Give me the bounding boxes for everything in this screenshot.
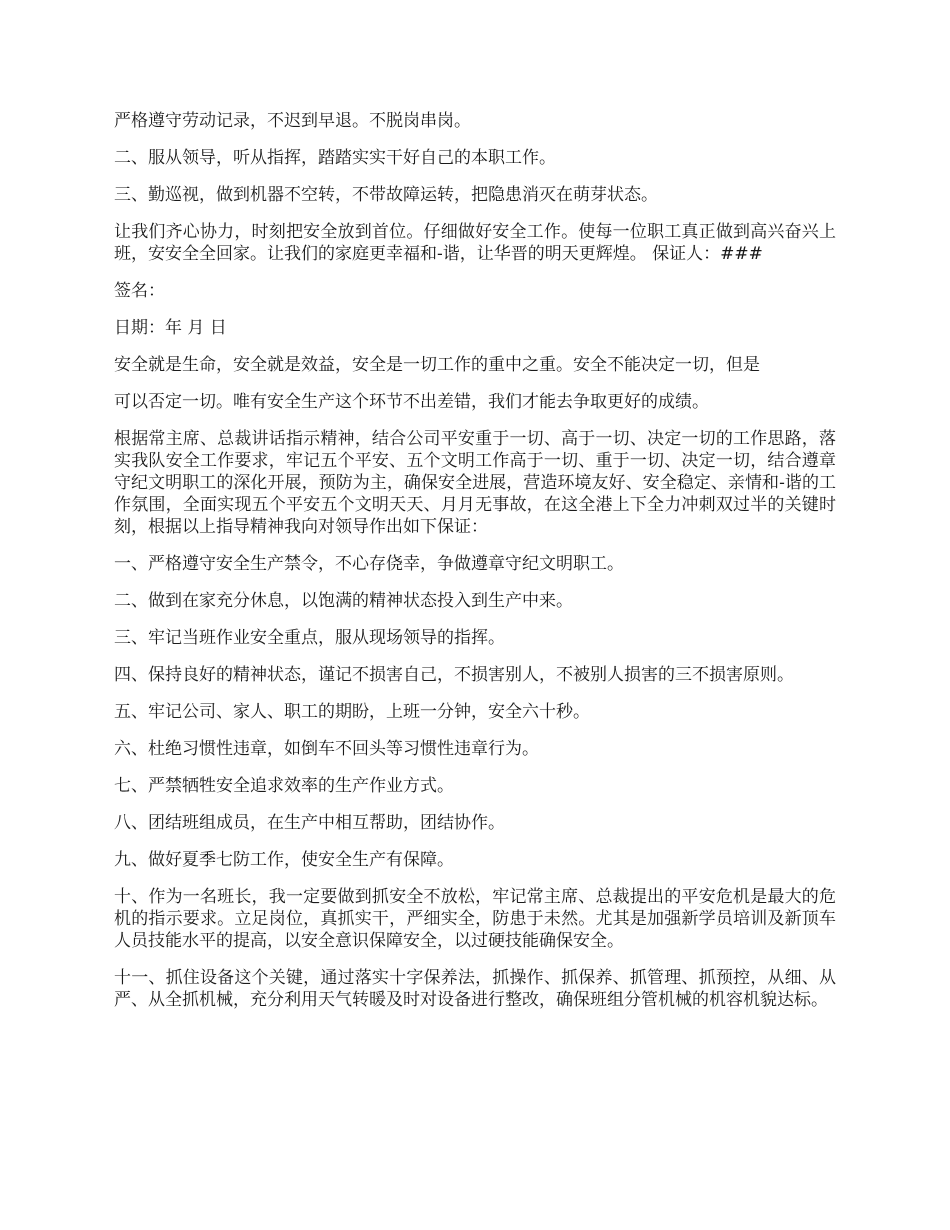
pledge-item-11: 十一、抓住设备这个关键，通过落实十字保养法，抓操作、抓保养、抓管理、抓预控，从细、从严、从全抓机械，充分利用天气转暖及时对设备进行整改，确保班组分管机械的机容机貌达标。 <box>114 968 836 1010</box>
pledge-item-4: 四、保持良好的精神状态，谨记不损害自己，不损害别人，不被别人损害的三不损害原则。 <box>114 665 794 685</box>
paragraph-7: 安全就是生命，安全就是效益，安全是一切工作的重中之重。安全不能决定一切，但是 <box>114 355 760 375</box>
pledge-item-1: 一、严格遵守安全生产禁令，不心存侥幸，争做遵章守纪文明职工。 <box>114 554 624 574</box>
pledge-item-2: 二、做到在家充分休息，以饱满的精神状态投入到生产中来。 <box>114 591 573 611</box>
paragraph-4: 让我们齐心协力，时刻把安全放到首位。仔细做好安全工作。使每一位职工真正做到高兴奋兴上班，安安全全回家。让我们的家庭更幸福和-谐，让华晋的明天更辉煌。 保证人：### <box>114 222 836 264</box>
paragraph-3: 三、勤巡视，做到机器不空转，不带故障运转，把隐患消灭在萌芽状态。 <box>114 185 658 205</box>
paragraph-9: 根据常主席、总裁讲话指示精神，结合公司平安重于一切、高于一切、决定一切的工作思路，落实我队安全工作要求，牢记五个平安、五个文明工作高于一切、重于一切、决定一切，结合遵章守纪文明职工的深化开展，预防为主，确保安全进展，营造环境友好、安全稳定、亲情和-谐的工作氛围，全面实现五个平安五个文明天天、月月无事故，在这全港上下全力冲刺双过半的关键时刻，根据以上指导精神我向对领导作出如下保证： <box>114 429 836 537</box>
pledge-item-3: 三、牢记当班作业安全重点，服从现场领导的指挥。 <box>114 628 505 648</box>
date-label: 日期：年 月 日 <box>114 318 227 338</box>
pledge-item-9: 九、做好夏季七防工作，使安全生产有保障。 <box>114 850 454 870</box>
signature-label: 签名： <box>114 281 165 301</box>
pledge-item-7: 七、严禁牺牲安全追求效率的生产作业方式。 <box>114 776 454 796</box>
paragraph-8: 可以否定一切。唯有安全生产这个环节不出差错，我们才能去争取更好的成绩。 <box>114 392 709 412</box>
pledge-item-5: 五、牢记公司、家人、职工的期盼，上班一分钟，安全六十秒。 <box>114 702 590 722</box>
pledge-item-6: 六、杜绝习惯性违章，如倒车不回头等习惯性违章行为。 <box>114 739 539 759</box>
document-body <box>114 110 836 1026</box>
pledge-item-10: 十、作为一名班长，我一定要做到抓安全不放松，牢记常主席、总裁提出的平安危机是最大的危机的指示要求。立足岗位，真抓实干，严细实全，防患于未然。尤其是加强新学员培训及新顶车人员技能水平的提高，以安全意识保障安全，以过硬技能确保安全。 <box>114 887 836 951</box>
pledge-item-8: 八、团结班组成员，在生产中相互帮助，团结协作。 <box>114 813 505 833</box>
paragraph-2: 二、服从领导，听从指挥，踏踏实实干好自己的本职工作。 <box>114 148 556 168</box>
paragraph-1: 严格遵守劳动记录，不迟到早退。不脱岗串岗。 <box>114 111 471 131</box>
